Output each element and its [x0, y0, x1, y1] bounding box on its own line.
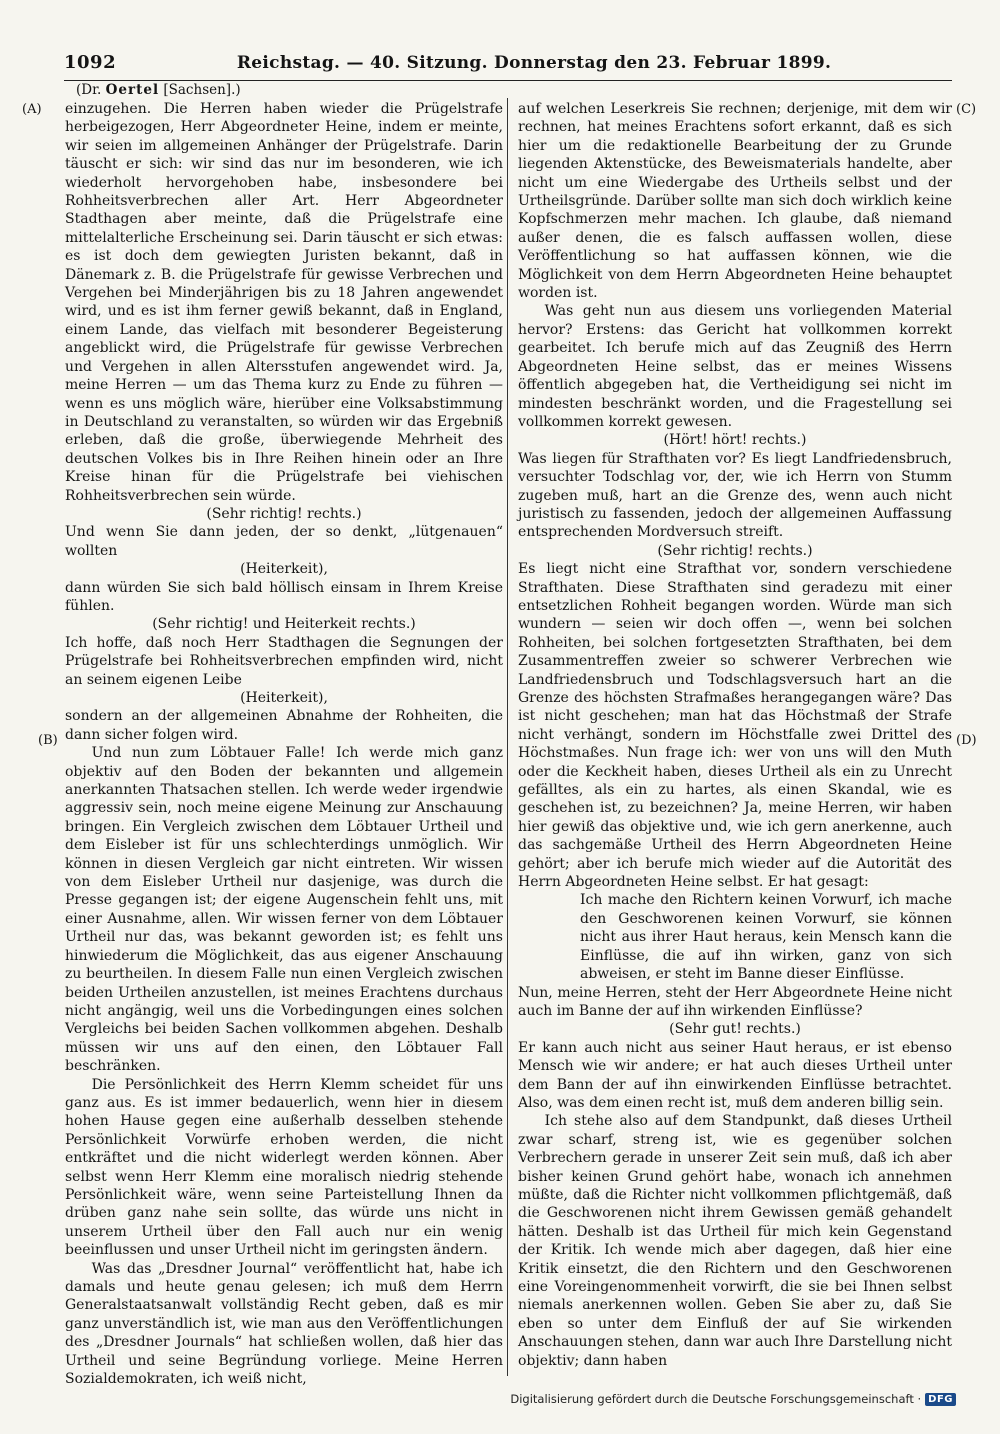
interjection: (Heiterkeit), [240, 690, 328, 706]
paragraph: Was liegen für Strafthaten vor? Es liegt Landfriedensbruch, versuchter Todschlag vor, der, wie ich Herrn von Stumm zugeben muß, hart an die Grenze des, wenn auch nicht juristisch zu fassenden, jedoch der allgemeinen Auffassung entsprechenden Mordversuch streift. [518, 450, 952, 541]
running-title: Reichstag. — 40. Sitzung. Donnerstag den 23. Februar 1899. [236, 53, 832, 73]
paragraph: auf welchen Leserkreis Sie rechnen; derjenige, mit dem wir rechnen, hat meines Erachtens sofort erkannt, daß es sich hier um die redaktionelle Bearbeitung der zu Grunde liegenden Aktenstücke, des Beweismaterials handelte, aber nicht um eine Wiedergabe des Urtheils selbst und der Urtheilsgründe. Darüber sollte man sich doch wirklich keine Kopfschmerzen mehr machen. Ich glaube, daß niemand außer denen, die es falsch auffassen wollen, diese Veröffentlichung so hat auffassen können, wie die Möglichkeit von dem Herrn Abgeordneten Heine behauptet worden ist. [518, 101, 952, 302]
left-column [65, 100, 503, 1388]
paragraph: Und nun zum Löbtauer Falle! Ich werde mich ganz objektiv auf den Boden der bekannten und allgemein anerkannten Thatsachen stellen. Ich werde weder irgendwie aggressiv sein, noch meine eigene Meinung zur Anschauung bringen. Ein Vergleich zwischen dem Löbtauer Urtheil und dem Eisleber ist für uns schlechterdings unmöglich. Wir können in diesen Vergleich gar nicht eintreten. Wir wissen von dem Eisleber Urtheil nur dasjenige, was durch die Presse gegangen ist; der eigene Augenschein fehlt uns, mit einer Ausnahme, allen. Wir wissen ferner von dem Löbtauer Urtheil nur das, was bekannt geworden ist; es fehlt uns hinwiederum die Möglichkeit, das aus eigener Anschauung zu beurtheilen. In diesem Falle nun einen Vergleich zwischen beiden Urtheilen anzustellen, ist meines Erachtens durchaus nicht angängig, weil uns die Vorbedingungen eines solchen Vergleichs bei beiden Sachen vollkommen abgehen. Deshalb müssen wir uns auf den einen, den Löbtauer Fall beschränken. [65, 745, 503, 1075]
paragraph: sondern an der allgemeinen Abnahme der Rohheiten, die dann sicher folgen wird. [65, 708, 503, 743]
paragraph: Was das „Dresdner Journal“ veröffentlicht hat, habe ich damals und heute genau gelesen; ich muß dem Herrn Generalstaatsanwalt vollständig Recht geben, daß es mir ganz unverständlich ist, wie man aus den Veröffentlichungen des „Dresdner Journals“ hat schließen wollen, daß hier das Urtheil und seine Begründung vorliege. Meine Herren Sozialdemokraten, ich weiß nicht, [65, 1260, 503, 1388]
column-divider [507, 98, 508, 1376]
interjection: (Sehr richtig! rechts.) [657, 542, 813, 559]
interjection: (Sehr gut! rechts.) [669, 1021, 801, 1038]
interjection: (Sehr richtig! und Heiterkeit rechts.) [152, 616, 416, 633]
margin-letter-a: (A) [22, 102, 42, 117]
paragraph: Er kann auch nicht aus seiner Haut heraus, er ist ebenso Mensch wie wir andere; er hat auch dieses Urtheil unter dem Bann der auf ihn einwirkenden Einflüsse betrachtet. Also, was dem einen recht ist, muß dem anderen billig sein. [518, 1039, 952, 1111]
paragraph: Es liegt nicht eine Strafthat vor, sondern verschiedene Strafthaten. Diese Strafthaten sind geradezu mit einer entsetzlichen Rohheit begangen worden. Würde man sich wundern — seien wir doch offen —, wenn bei solchen Rohheiten, bei solchen fortgesetzten Strafthaten, bei dem Zusammentreffen zweier so schwerer Verbrechen wie Landfriedensbruch und Todschlagsversuch hart an die Grenze des höchsten Strafmaßes herangegangen wäre? Das ist nicht geschehen; man hat das Höchstmaß der Strafe nicht verhängt, sondern im Höchstfalle zwei Drittel des Höchstmaßes. Nun frage ich: wer von uns will den Muth oder die Keckheit haben, dieses Urtheil als ein zu Unrecht gefälltes, als ein zu hartes, als einen Skandal, wie es geschehen ist, zu bezeichnen? Ja, meine Herren, wir haben hier gewiß das objektive und, wie ich gern anerkenne, auch das sachgemäße Urtheil des Herrn Abgeordneten Heine gehört; aber ich berufe mich wieder auf die Autorität des Herrn Abgeordneten Heine selbst. Er hat gesagt: [518, 561, 952, 891]
right-column [518, 100, 952, 1370]
paragraph: Nun, meine Herren, steht der Herr Abgeordnete Heine nicht auch im Banne der auf ihn wirkenden Einflüsse? [518, 984, 952, 1019]
margin-letter-b: (B) [38, 733, 58, 748]
header-rule [64, 80, 952, 81]
paragraph: Was geht nun aus diesem uns vorliegenden Material hervor? Erstens: das Gericht hat vollkommen korrekt gearbeitet. Ich berufe mich auf das Zeugniß des Herrn Abgeordneten Heine selbst, das er meines Wissens öffentlich abgegeben hat, die Vertheidigung sei nicht im mindesten beschränkt worden, und die Fragestellung sei vollkommen korrekt gewesen. [518, 303, 952, 430]
paragraph: Ich stehe also auf dem Standpunkt, daß dieses Urtheil zwar scharf, streng ist, wie es gegenüber solchen Verbrechern gerade in unserer Zeit sein muß, daß ich aber bisher keinen Grund gehört habe, wonach ich annehmen müßte, daß die Richter nicht vollkommen pflichtgemäß, daß die Geschworenen nicht ihrem Gewissen gemäß gehandelt hätten. Deshalb ist das Urtheil für mich kein Gegenstand der Kritik. Ich wende mich aber dagegen, daß hier eine Kritik einsetzt, die den Richtern und den Geschworenen eine Voreingenommenheit vorwirft, die sie bei Ihnen selbst niemals anerkennen wollen. Geben Sie aber zu, daß Sie eben so unter dem Einfluß der auf Sie wirkenden Anschauungen stehen, dann war auch Ihre Darstellung nicht objektiv; dann haben [518, 1113, 952, 1369]
page-header [64, 52, 952, 78]
speaker-suffix: [Sachsen].) [159, 82, 241, 98]
speaker-line [76, 82, 241, 98]
interjection: (Sehr richtig! rechts.) [206, 505, 362, 522]
paragraph: dann würden Sie sich bald höllisch einsam in Ihrem Kreise fühlen. [65, 579, 503, 614]
quotation: Ich mache den Richtern keinen Vorwurf, ich mache den Geschworenen keinen Vorwurf, sie können nicht aus ihrer Haut heraus, kein Mensch kann die Einflüsse, die auf ihn wirken, ganz von sich abweisen, er steht im Banne dieser Einflüsse. [580, 892, 952, 983]
paragraph: Ich hoffe, daß noch Herr Stadthagen die Segnungen der Prügelstrafe bei Rohheitsverbrechen empfinden wird, nicht an seinem eigenen Leibe [65, 634, 503, 688]
paragraph: Und wenn Sie dann jeden, der so denkt, „lütgenauen“ wollten [65, 524, 503, 559]
interjection: (Heiterkeit), [240, 561, 328, 578]
margin-letter-c: (C) [956, 102, 977, 117]
paragraph: Die Persönlichkeit des Herrn Klemm scheidet für uns ganz aus. Es ist immer bedauerlich, wenn hier in diesem hohen Hause gegen eine außerhalb desselben stehende Persönlichkeit Vorwürfe erhoben werden, die nicht entkräftet und die nicht widerlegt werden können. Aber selbst wenn Herr Klemm eine moralisch niedrig stehende Persönlichkeit wäre, wenn seine Parteistellung Ihnen da drüben ganz nahe sein sollte, das würde uns nicht in unserem Urtheil über den Fall auch nur ein wenig beeinflussen und unser Urtheil nicht im geringsten ändern. [65, 1076, 503, 1259]
footer [510, 1392, 956, 1406]
dfg-logo: DFG [925, 1393, 956, 1406]
footer-text: Digitalisierung gefördert durch die Deutsche Forschungsgemeinschaft · [510, 1392, 922, 1406]
speaker-name: Oertel [105, 82, 160, 98]
margin-letter-d: (D) [956, 733, 977, 748]
speaker-prefix: (Dr. [76, 82, 106, 98]
page-number: 1092 [64, 52, 117, 73]
paragraph: einzugehen. Die Herren haben wieder die Prügelstrafe herbeigezogen, Herr Abgeordneter Heine, indem er meinte, wir seien im allgemeinen Anhänger der Prügelstrafe. Darin täuscht er sich: wir sind das nur im besonderen, wie ich wiederholt hervorgehoben habe, insbesondere bei Rohheitsverbrechen aller Art. Herr Abgeordneter Stadthagen aber meinte, daß die Prügelstrafe eine mittelalterliche Erscheinung sei. Darin täuscht er sich etwas: es ist doch dem gewiegten Juristen bekannt, daß in Dänemark z. B. die Prügelstrafe für gewisse Verbrechen und Vergehen bei Minderjährigen bis zu 18 Jahren angewendet wird, und es ist ihm ferner gewiß bekannt, daß in England, einem Lande, das vielfach mit besonderer Begeisterung angeblickt wird, die Prügelstrafe für gewisse Verbrechen und Vergehen in allen Altersstufen angewendet wird. Ja, meine Herren — um das Thema kurz zu Ende zu führen — wenn es uns möglich wäre, hierüber eine Volksabstimmung in Deutschland zu veranstalten, so würden wir das Ergebniß erleben, daß die große, überwiegende Mehrheit des deutschen Volkes bis in Ihre Reihen hinein oder an Ihre Kreise hinan für die Prügelstrafe bei viehischen Rohheitsverbrechen sein würde. [65, 101, 503, 504]
interjection: (Hört! hört! rechts.) [663, 432, 807, 449]
